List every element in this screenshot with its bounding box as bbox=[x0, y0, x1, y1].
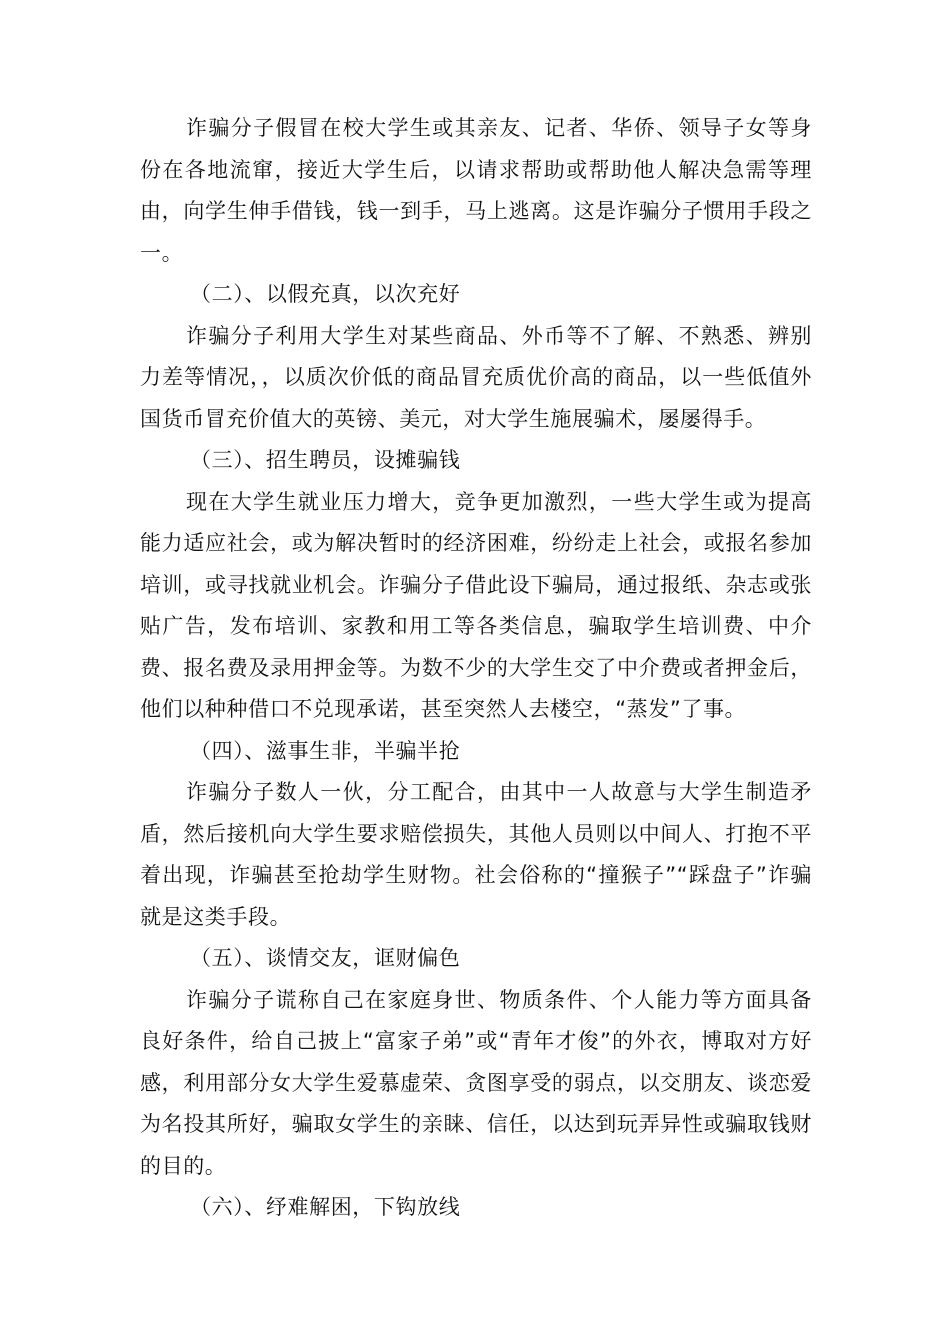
document-body bbox=[140, 108, 812, 1229]
section-heading-4: （四）、滋事生非，半骗半抢 bbox=[190, 738, 461, 763]
paragraph-romance: 诈骗分子谎称自己在家庭身世、物质条件、个人能力等方面具备良好条件，给自己披上“富家子弟”或“青年才俊”的外衣，博取对方好感，利用部分女大学生爱慕虚荣、贪图享受的弱点，以交朋友、谈恋爱为名投其所好，骗取女学生的亲睐、信任，以达到玩弄异性或骗取钱财的目的。 bbox=[140, 987, 812, 1178]
paragraph-counterfeit: 诈骗分子利用大学生对某些商品、外币等不了解、不熟悉、辨别力差等情况，，以质次价低的商品冒充质优价高的商品，以一些低值外国货币冒充价值大的英镑、美元，对大学生施展骗术，屡屡得手。 bbox=[140, 323, 812, 431]
paragraph-provocation: 诈骗分子数人一伙，分工配合，由其中一人故意与大学生制造矛盾，然后接机向大学生要求赔偿损失，其他人员则以中间人、打抱不平着出现，诈骗甚至抢劫学生财物。社会俗称的“撞猴子”“踩盘子”诈骗就是这类手段。 bbox=[140, 780, 812, 929]
paragraph-recruitment: 现在大学生就业压力增大，竞争更加激烈，一些大学生或为提高能力适应社会，或为解决暂时的经济困难，纷纷走上社会，或报名参加培训，或寻找就业机会。诈骗分子借此设下骗局，通过报纸、杂志或张贴广告，发布培训、家教和用工等各类信息，骗取学生培训费、中介费、报名费及录用押金等。为数不少的大学生交了中介费或者押金后，他们以种种借口不兑现承诺，甚至突然人去楼空，“蒸发”了事。 bbox=[140, 489, 812, 721]
section-heading-6: （六）、纾难解困，下钩放线 bbox=[190, 1195, 461, 1219]
section-heading-2: （二）、以假充真，以次充好 bbox=[190, 282, 461, 306]
section-heading-5: （五）、谈情交友，诓财偏色 bbox=[190, 946, 461, 970]
paragraph-impersonation: 诈骗分子假冒在校大学生或其亲友、记者、华侨、领导子女等身份在各地流窜，接近大学生后，以请求帮助或帮助他人解决急需等理由，向学生伸手借钱，钱一到手，马上逃离。这是诈骗分子惯用手段之一。 bbox=[140, 116, 812, 265]
section-heading-3: （三）、招生聘员，设摊骗钱 bbox=[190, 448, 461, 472]
